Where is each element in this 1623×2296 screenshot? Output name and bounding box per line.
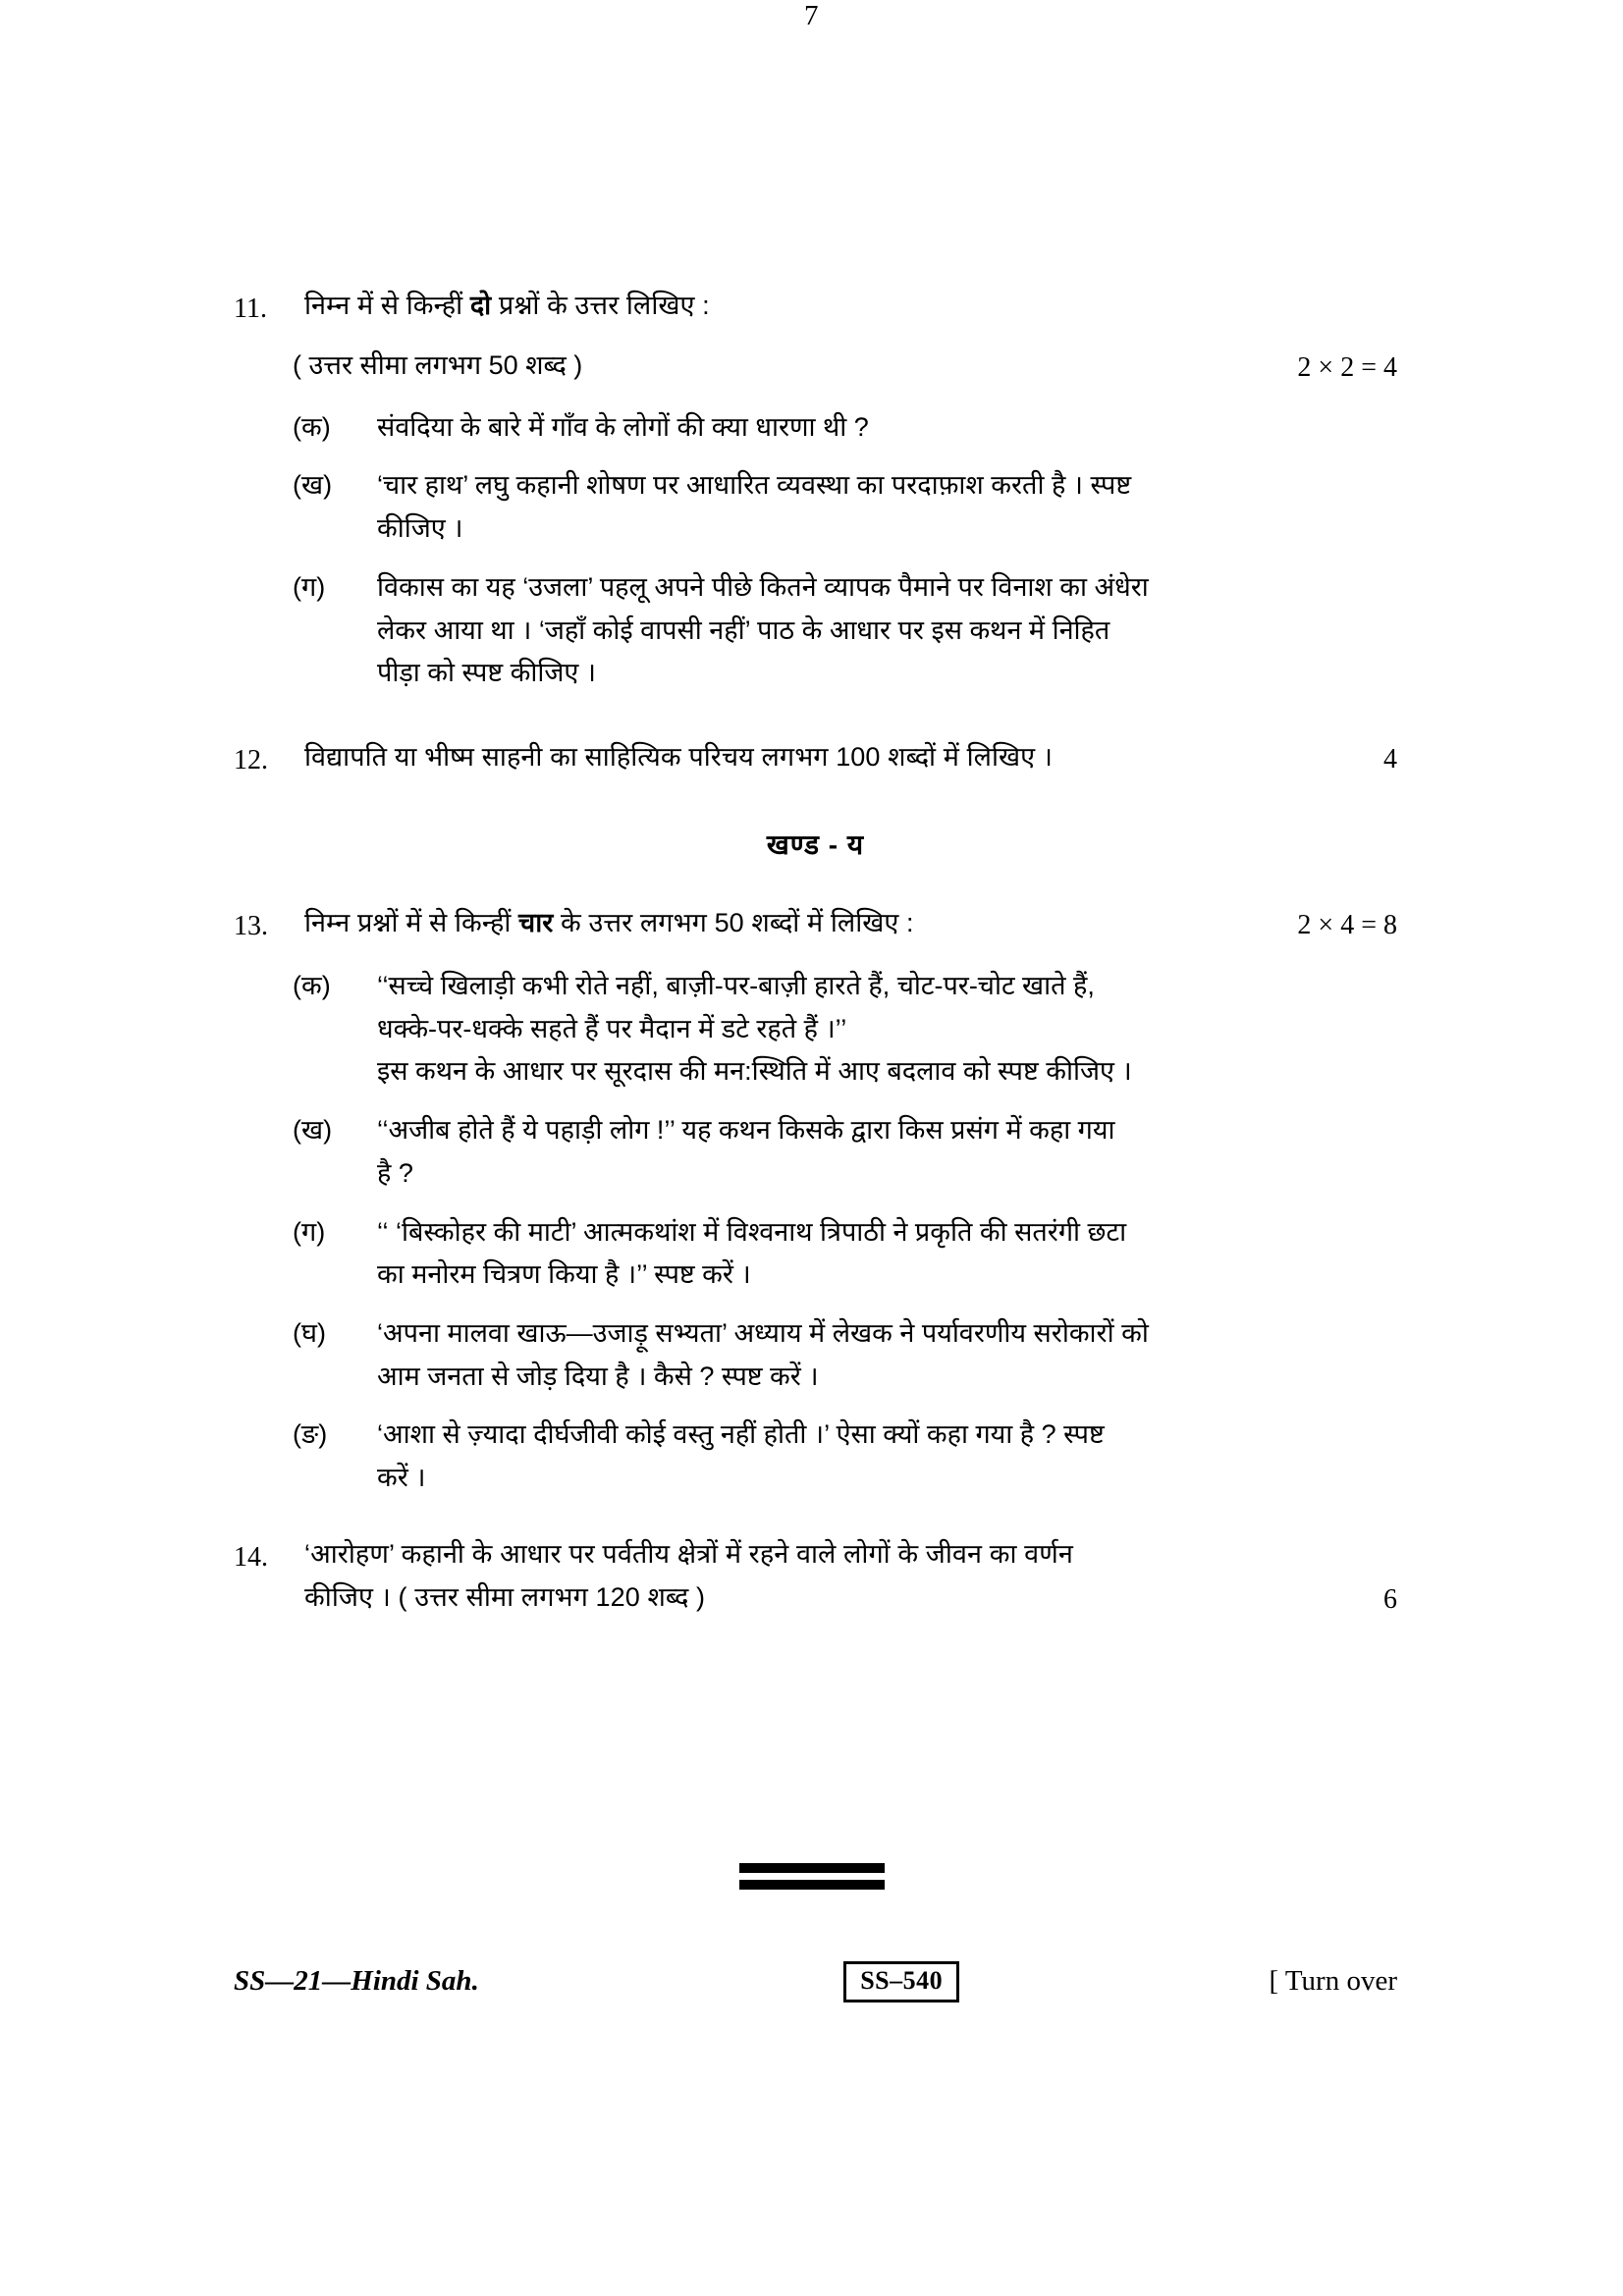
sub13-text-nga-line1: ‘आशा से ज़्यादा दीर्घजीवी कोई वस्तु नहीं होती ।’ ऐसा क्यों कहा गया है ? स्पष्ट	[377, 1419, 1105, 1450]
question-11-stem-part2: प्रश्नों के उत्तर लिखिए :	[491, 291, 710, 320]
question-13-stem-bold: चार	[518, 908, 554, 938]
sub13-text-ka-line1: ‘‘सच्चे खिलाड़ी कभी रोते नहीं, बाज़ी-पर-बाज़ी हारते हैं, चोट-पर-चोट खाते हैं,	[377, 970, 1095, 1000]
question-11-stem-part1: निम्न में से किन्हीं	[304, 291, 470, 320]
section-heading: खण्ड - य	[766, 829, 865, 861]
page-footer	[234, 1961, 1397, 2002]
question-14-line1: ‘आरोहण’ कहानी के आधार पर पर्वतीय क्षेत्रों में रहने वाले लोगों के जीवन का वर्णन	[304, 1538, 1073, 1569]
question-11-sub-kha	[293, 464, 1397, 550]
sub13-text-kha-line1: ‘‘अजीब होते हैं ये पहाड़ी लोग !’’ यह कथन किसके द्वारा किस प्रसंग में कहा गया	[377, 1115, 1115, 1146]
question-13-sub-ka	[293, 965, 1397, 1094]
footer-code-box: SS–540	[843, 1961, 959, 2002]
sub-text-ka	[377, 406, 1397, 450]
sub-text-ka-line1: संवदिया के बारे में गाँव के लोगों की क्या धारणा थी ?	[377, 411, 869, 442]
sub13-text-ga-line2: का मनोरम चित्रण किया है ।’’ स्पष्ट करें ।	[377, 1259, 751, 1290]
question-11-stem-bold: दो	[469, 291, 492, 320]
question-11-marks: 2 × 2 = 4	[1297, 352, 1397, 384]
divider-bar-top	[739, 1863, 885, 1873]
sub13-text-gha-line2: आम जनता से जोड़ दिया है । कैसे ? स्पष्ट करें ।	[377, 1361, 819, 1391]
question-12-stem: विद्यापति या भीष्म साहनी का साहित्यिक परिचय लगभग 100 शब्दों में लिखिए ।	[304, 742, 1054, 773]
question-13-stem	[304, 902, 1271, 945]
sub13-text-nga	[377, 1414, 1397, 1499]
question-13-stem-part1: निम्न प्रश्नों में से किन्हीं	[304, 908, 519, 938]
sub13-text-gha	[377, 1312, 1397, 1398]
sub-text-ga-line2: लेकर आया था । ‘जहाँ कोई वापसी नहीं’ पाठ के आधार पर इस कथन में निहित	[377, 614, 1110, 645]
question-11-sub-ka	[293, 406, 1397, 450]
question-14-line2: कीजिए । ( उत्तर सीमा लगभग 120 शब्द )	[304, 1581, 706, 1612]
question-14-number: 14.	[234, 1541, 268, 1573]
sub13-text-ga-line1: ‘‘ ‘बिस्कोहर की माटी’ आत्मकथांश में विश्वनाथ त्रिपाठी ने प्रकृति की सतरंगी छटा	[377, 1216, 1127, 1247]
sub-label-kha: (ख)	[293, 470, 333, 501]
sub13-label-ka: (क)	[293, 970, 331, 1000]
question-13-marks: 2 × 4 = 8	[1297, 910, 1397, 941]
question-11-sub-ga	[293, 566, 1397, 695]
question-13	[234, 902, 1397, 948]
question-11-number: 11.	[234, 294, 267, 324]
question-12-marks: 4	[1383, 744, 1397, 775]
question-content	[234, 285, 1397, 1622]
sub13-text-gha-line1: ‘अपना मालवा खाऊ—उजाड़ू सभ्यता’ अध्याय में लेखक ने पर्यावरणीय सरोकारों को	[377, 1317, 1149, 1348]
sub-text-kha	[377, 464, 1397, 550]
sub-text-kha-line2: कीजिए ।	[377, 513, 463, 544]
footer-divider	[739, 1863, 885, 1890]
sub-label-ka: (क)	[293, 411, 331, 442]
sub13-text-ka-line2: धक्के-पर-धक्के सहते हैं पर मैदान में डटे रहते हैं ।’’	[377, 1013, 847, 1043]
page-number: 7	[804, 0, 819, 31]
question-12-number: 12.	[234, 745, 268, 776]
divider-bar-bottom	[739, 1880, 885, 1890]
question-14-marks: 6	[1383, 1583, 1397, 1615]
sub13-label-gha: (घ)	[293, 1317, 326, 1348]
sub13-label-nga: (ङ)	[293, 1419, 328, 1450]
question-11-stem	[304, 285, 1397, 328]
sub-text-ga	[377, 566, 1397, 695]
question-13-stem-part2: के उत्तर लगभग 50 शब्दों में लिखिए :	[553, 908, 914, 938]
question-11-limit: ( उत्तर सीमा लगभग 50 शब्द )	[293, 350, 583, 381]
sub-label-ga: (ग)	[293, 571, 326, 602]
question-13-sub-ga	[293, 1211, 1397, 1297]
sub13-label-ga: (ग)	[293, 1216, 326, 1247]
question-13-sub-nga	[293, 1414, 1397, 1499]
sub13-label-kha: (ख)	[293, 1115, 333, 1146]
question-11-limit-row	[293, 345, 1397, 390]
sub13-text-ga	[377, 1211, 1397, 1297]
sub-text-ga-line3: पीड़ा को स्पष्ट कीजिए ।	[377, 658, 597, 688]
question-12	[234, 736, 1397, 782]
sub13-text-nga-line2: करें ।	[377, 1463, 426, 1493]
question-13-number: 13.	[234, 911, 268, 942]
sub-text-kha-line1: ‘चार हाथ’ लघु कहानी शोषण पर आधारित व्यवस्था का परदाफ़ाश करती है । स्पष्ट	[377, 470, 1132, 501]
question-11	[234, 285, 1397, 331]
sub13-text-ka-line3: इस कथन के आधार पर सूरदास की मन:स्थिति में आए बदलाव को स्पष्ट कीजिए ।	[377, 1056, 1132, 1087]
footer-turn-over: [ Turn over	[1269, 1965, 1397, 1998]
sub13-text-kha	[377, 1109, 1397, 1195]
footer-paper-code: SS—21—Hindi Sah.	[234, 1965, 479, 1998]
question-13-sub-kha	[293, 1109, 1397, 1195]
sub13-text-ka	[377, 965, 1397, 1094]
question-14	[234, 1533, 1397, 1622]
sub-text-ga-line1: विकास का यह ‘उजला’ पहलू अपने पीछे कितने व्यापक पैमाने पर विनाश का अंधेरा	[377, 571, 1149, 602]
sub13-text-kha-line2: है ?	[377, 1157, 413, 1188]
question-13-sub-gha	[293, 1312, 1397, 1398]
